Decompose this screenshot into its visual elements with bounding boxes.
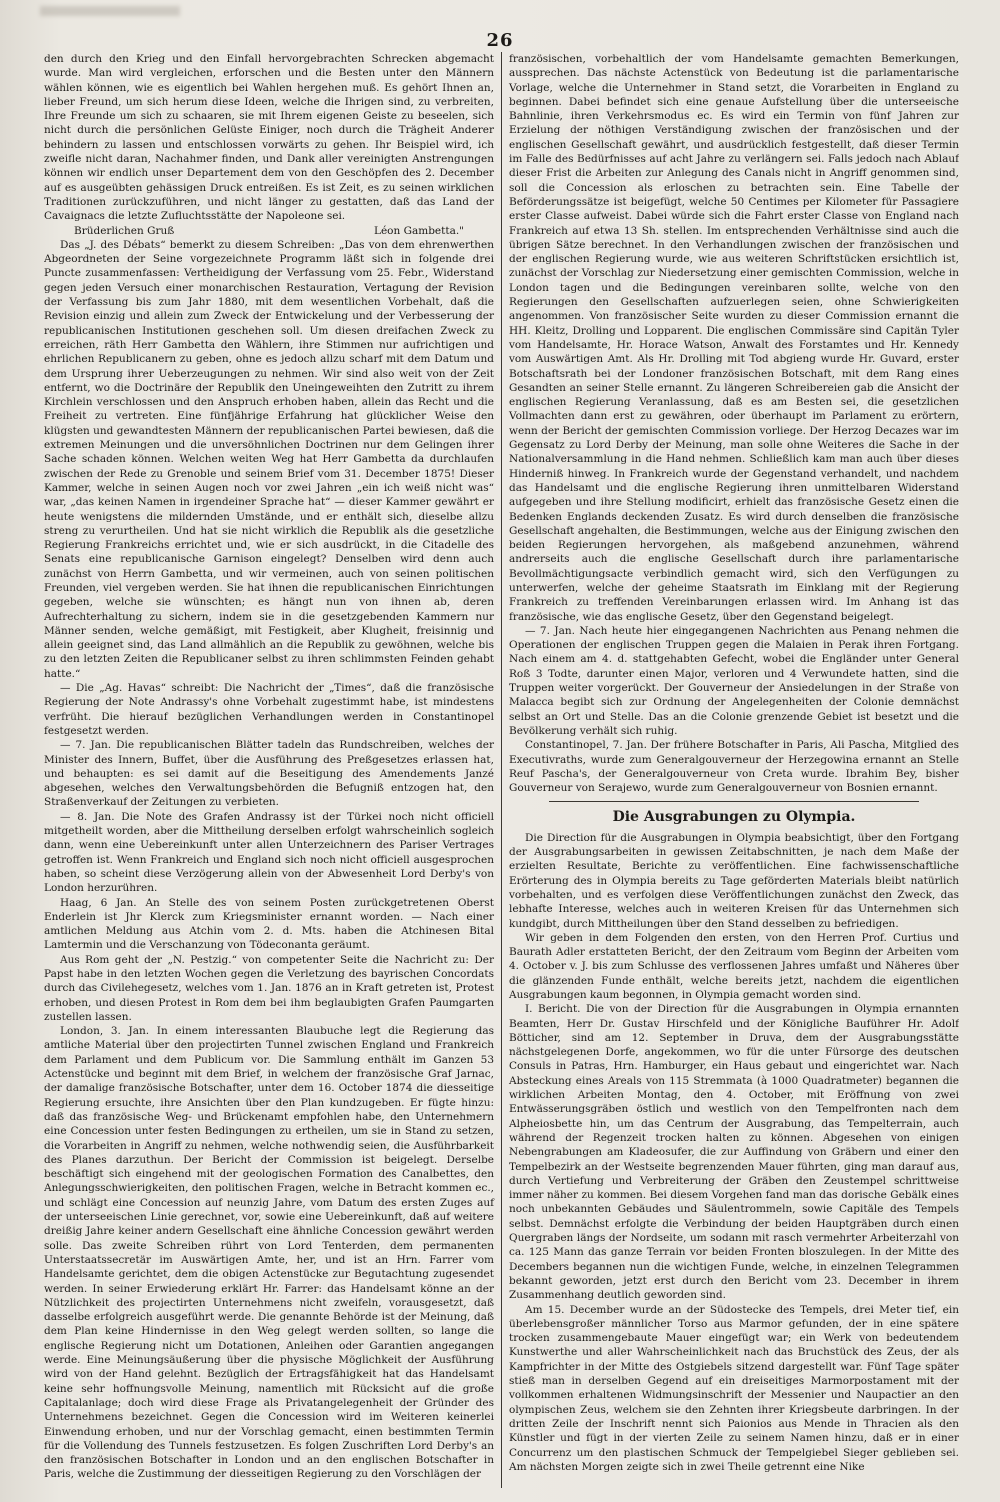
- letter-signoff: [44, 224, 494, 238]
- paragraph: I. Bericht. Die von der Direction für die Ausgrabungen in Olympia ernannten Beamten, Herr Dr. Gustav Hirschfeld und der Königliche Bauführer Hr. Adolf Bötticher, sind am 12. September in Druva, dem der Ausgrabungsstätte nächstgelegenen Dorfe, angekommen, wo für die unter Fürsorge des deutschen Consuls in Patras, Hrn. Hamburger, ein Haus gebaut und eingerichtet war. Nach Absteckung eines Areals von 115 Stremmata (à 1000 Quadratmeter) begannen die wirklichen Arbeiten Montag, den 4. October, mit Eröffnung von zwei Entwässerungsgräben östlich und westlich von den Tempelfronten nach dem Alpheiosbette hin, um das Centrum der Ausgrabung, das Tempelterrain, auch während der Regenzeit trocken halten zu können. Abgesehen von einigen Nebengrabungen am Kladeosufer, die zur Auffindung von Gräbern und einer den Tempelbezirk an der Westseite begrenzenden Mauer führten, ging man darauf aus, durch Vertiefung und Verbreiterung der Gräben den Zeustempel schrittweise immer näher zu kommen. Bei diesem Vorgehen fand man das dorische Gebälk eines noch unbekannten Gebäudes und Säulentrommeln, sowie Capitäle des Tempels selbst. Demnächst erfolgte die Verbindung der beiden Hauptgräben durch einen Quergraben längs der Nordseite, um sodann mit rasch vermehrter Arbeiterzahl von ca. 125 Mann das ganze Terrain vor beiden Fronten bloszulegen. In der Mitte des Decembers begannen nun die wichtigen Funde, welche, in einzelnen Telegrammen bekannt geworden, jetzt erst durch den Bericht vom 23. December in ihrem Zusammenhang deutlich geworden sind.: [509, 1003, 959, 1302]
- paragraph: — 8. Jan. Die Note des Grafen Andrassy ist der Türkei noch nicht officiell mitgetheilt worden, aber die Mittheilung derselben erfolgt wahrscheinlich sogleich dann, wenn eine Uebereinkunft unter allen Unterzeichnern des Pariser Vertrages getroffen ist. Wenn Frankreich und England sich noch nicht officiell ausgesprochen haben, so scheint diese Verzögerung allein von der Abwesenheit Lord Derby's von London herzurühren.: [44, 810, 494, 895]
- paragraph: London, 3. Jan. In einem interessanten Blaubuche legt die Regierung das amtliche Material über den projectirten Tunnel zwischen England und Frankreich dem Parlament und dem Publicum vor. Die Sammlung enthält im Ganzen 53 Actenstücke und beginnt mit dem Brief, in welchem der französische Graf Jarnac, der damalige französische Botschafter, unter dem 16. October 1874 die diesseitige Regierung ersuchte, ihre Ansichten über den Plan kundzugeben. Er fügte hinzu: daß das französische Weg- und Brückenamt empfohlen habe, den Unternehmern eine Concession unter festen Bedingungen zu ertheilen, um sie in Stand zu setzen, die Vorarbeiten in Angriff zu nehmen, welche nothwendig seien, die Ausführbarkeit des Planes darzuthun. Der Bericht der Commission ist beigelegt. Derselbe beschäftigt sich eingehend mit der geologischen Formation des Canalbettes, den Anlegungsschwierigkeiten, den politischen Fragen, welche in Betracht kommen ec., und schlägt eine Concession auf neunzig Jahre, vom Datum des ersten Zuges auf der unterseeischen Linie gerechnet, vor, sowie eine Uebereinkunft, daß auf weitere dreißig Jahre keiner andern Gesellschaft eine ähnliche Concession gewährt werden solle. Das zweite Schreiben rührt von Lord Tenterden, dem permanenten Unterstaatssecretär im Auswärtigen Amte, her, und ist an Hrn. Farrer vom Handelsamte gerichtet, dem die obigen Actenstücke zur Begutachtung zugesendet werden. In seiner Erwiederung erklärt Hr. Farrer: das Handelsamt könne an der Nützlichkeit des projectirten Unternehmens nicht zweifeln, vorausgesetzt, daß dasselbe erfolgreich ausgeführt werde. Die genannte Behörde ist der Meinung, daß dem Plan keine Hindernisse in den Weg gelegt werden sollten, so lange die englische Regierung nicht um Dotationen, Anleihen oder Garantien angegangen werde. Eine Meinungsäußerung über die physische Möglichkeit der Ausführung wird von der Hand gelehnt. Bezüglich der Ertragsfähigkeit hat das Handelsamt keine sehr hoffnungsvolle Meinung, namentlich mit Rücksicht auf die große Capitalanlage; doch wird diese Frage als Privatangelegenheit der Gründer des Unternehmens bezeichnet. Gegen die Concession wird im Weiteren keinerlei Einwendung erhoben, und nur der Vorschlag gemacht, einen bestimmten Termin für die Vollendung des Tunnels festzusetzen. Es folgen Zuschriften Lord Derby's an den französischen Botschafter in London und an den englischen Botschafter in Paris, welche die Zustimmung der diesseitigen Regierung zu den Vorschlägen der: [44, 1025, 494, 1481]
- paragraph: Am 15. December wurde an der Südostecke des Tempels, drei Meter tief, ein überlebensgroßer männlicher Torso aus Marmor gefunden, der in eine spätere trocken zusammengebaute Mauer eingefügt war; ein Werk von bedeutendem Kunstwerthe und aller Wahrscheinlichkeit nach das Bruchstück des Zeus, der als Kampfrichter in der Mitte des Ostgiebels sitzend dargestellt war. Fünf Tage später stieß man in derselben Gegend auf ein dreiseitiges Marmorpostament mit der vollkommen erhaltenen Widmungsinschrift der Messenier und Naupactier an den olympischen Zeus, welchem sie den Zehnten ihrer Kriegsbeute darbringen. In der dritten Zeile der Inschrift nennt sich Paionios aus Mende in Thracien als den Künstler und fügt in der vierten Zeile zu seinem Namen hinzu, daß er in einer Concurrenz um den plastischen Schmuck der Tempelgiebel Sieger geblieben sei. Am nächsten Morgen zeigte sich in zwei Theile getrennt eine Nike: [509, 1303, 959, 1473]
- letter-greeting: Brüderlichen Gruß: [74, 224, 175, 237]
- paragraph: Haag, 6 Jan. An Stelle des von seinem Posten zurückgetretenen Oberst Enderlein ist Jhr Klerck zum Kriegsminister ernannt worden. — Nach einer amtlichen Meldung aus Atchin vom 2. d. Mts. haben die Atchinesen Bital Lamtermin und die Verschanzung von Tödeconanta geräumt.: [44, 896, 494, 952]
- paragraph: Die Direction für die Ausgrabungen in Olympia beabsichtigt, über den Fortgang der Ausgrabungsarbeiten in gewissen Zeitabschnitten, je nach dem Maße der erzielten Resultate, Berichte zu veröffentlichen. Eine fachwissenschaftliche Erörterung des in Olympia bereits zu Tage geförderten Materials bleibt natürlich vorbehalten, und es verfolgen diese Veröffentlichungen zunächst den Zweck, das lebhafte Interesse, welches auch in weiteren Kreisen für das Unternehmen sich kundgibt, durch Mittheilungen über den Stand desselben zu befriedigen.: [509, 831, 959, 930]
- page-number: 26: [486, 30, 514, 51]
- paragraph: Wir geben in dem Folgenden den ersten, von den Herren Prof. Curtius und Baurath Adler erstatteten Bericht, der den Zeitraum vom Beginn der Arbeiten vom 4. October v. J. bis zum Schlusse des verflossenen Jahres umfaßt und Näheres über die glänzenden Funde enthält, welche bereits jetzt, nachdem die eigentlichen Ausgrabungen kaum begonnen, in Olympia gemacht worden sind.: [509, 931, 959, 1001]
- article-columns: [44, 52, 974, 1488]
- paragraph: — Die „Ag. Havas“ schreibt: Die Nachricht der „Times“, daß die französische Regierung der Note Andrassy's ohne Vorbehalt zugestimmt habe, ist mindestens verfrüht. Die hierauf bezüglichen Verhandlungen werden in Constantinopel festgesetzt werden.: [44, 682, 494, 737]
- section-heading: Die Ausgrabungen zu Olympia.: [612, 809, 856, 826]
- ink-smudge: [40, 6, 180, 16]
- letter-signature: Léon Gambetta.": [373, 224, 464, 237]
- left-column: [44, 52, 501, 1488]
- right-column: [502, 52, 959, 1488]
- paragraph: Constantinopel, 7. Jan. Der frühere Botschafter in Paris, Ali Pascha, Mitglied des Executivraths, wurde zum Generalgouverneur der Herzegowina ernannt an Stelle Reuf Pascha's, der Generalgouverneur von Creta wurde. Ibrahim Bey, bisher Gouverneur von Serajewo, wurde zum Generalgouverneur von Bosnien ernannt.: [509, 739, 959, 795]
- paragraph: — 7. Jan. Die republicanischen Blätter tadeln das Rundschreiben, welches der Minister des Innern, Buffet, über die Ausführung des Preßgesetzes erlassen hat, und behaupten: es sei damit auf die Beseitigung des Amendements Janzé abgesehen, welches den Verwaltungsbehörden die Befugniß entzogen hat, den Straßenverkauf der Zeitungen zu verbieten.: [44, 739, 494, 809]
- paragraph: — 7. Jan. Nach heute hier eingegangenen Nachrichten aus Penang nehmen die Operationen der englischen Truppen gegen die Malaien in Perak ihren Fortgang. Nach einem am 4. d. stattgehabten Gefecht, wobei die Engländer unter General Roß 3 Todte, darunter einen Major, verloren und 4 Verwundete hatten, sind die Truppen weiter vorgerückt. Der Gouverneur der Ansiedelungen in der Straße von Malacca begibt sich zur Ordnung der Angelegenheiten der Colonie demnächst selbst an Ort und Stelle. Das an die Colonie grenzende Gebiet ist besetzt und die Bevölkerung verhält sich ruhig.: [509, 624, 959, 737]
- paragraph: Aus Rom geht der „N. Pestzig.“ von competenter Seite die Nachricht zu: Der Papst habe in den letzten Wochen gegen die Verletzung des bayrischen Concordats durch das Civilehegesetz, welches vom 1. Jan. 1876 an in Kraft getreten ist, Protest erhoben, und diesen Protest in Rom dem bei ihm beglaubigten Grafen Paumgarten zustellen lassen.: [44, 953, 494, 1023]
- paragraph: den durch den Krieg und den Einfall hervorgebrachten Schrecken abgemacht wurde. Man wird vergleichen, erforschen und die Besten unter den Männern wählen können, wie es eigentlich bei Wahlen hergehen muß. Es gehört Ihnen an, lieber Freund, um sich herum diese Ideen, welche die Ihrigen sind, zu verbreiten, Ihre Freunde um sich zu schaaren, sie mit Ihrem eigenen Geiste zu beseelen, sich nicht durch die persönlichen Gelüste Einiger, noch durch die Trägheit Anderer behindern zu lassen und entschlossen vorwärts zu gehen. Ihr Beispiel wird, ich zweifle nicht daran, Nachahmer finden, und Dank aller vereinigten Anstrengungen können wir endlich unser Departement dem von den Geschöpfen des 2. December auf es ausgeübten gehässigen Druck entreißen. Es ist Zeit, es zu seinen wirklichen Traditionen zurückzuführen, und nicht länger zu gestatten, daß das Land der Cavaignacs die letzte Zufluchtsstätte der Napoleone sei.: [44, 53, 494, 223]
- section-divider: [549, 801, 919, 802]
- paragraph: französischen, vorbehaltlich der vom Handelsamte gemachten Bemerkungen, aussprechen. Das nächste Actenstück von Bedeutung ist die parlamentarische Vorlage, welche die Unternehmer in Stand setzt, die Vorarbeiten in England zu beginnen. Dabei befindet sich eine genaue Aufstellung über die unterseeische Bahnlinie, ihren Verkehrsmodus ec. Es wird ein Termin von fünf Jahren zur Erzielung der nöthigen Verständigung zwischen der französischen und der englischen Gesellschaft gewährt, und ausdrücklich festgestellt, daß dieser Termin im Falle des Bedürfnisses auf acht Jahre zu verlängern sei. Falls jedoch nach Ablauf dieser Frist die Arbeiten zur Anlegung des Canals nicht in Angriff genommen sind, soll die Concession als erloschen zu betrachten sein. Eine Tabelle der Beförderungssätze ist beigefügt, welche 50 Centimes per Kilometer für Passagiere erster Classe aufweist. Dabei würde sich die Fahrt erster Classe von England nach Frankreich auf etwa 13 Sh. stellen. Im entsprechenden Verhältnisse sind auch die übrigen Sätze berechnet. In den Verhandlungen zwischen der französischen und der englischen Regierung wurde, wie aus weiteren Schriftstücken ersichtlich ist, zunächst der Vorschlag zur Niedersetzung einer gemischten Commission, welche in London tagen und die Bedingungen vereinbaren sollte, welche von den Regierungen den Gesellschaften aufzuerlegen seien, ohne Schwierigkeiten angenommen. Von französischer Seite wurden zu dieser Commission ernannt die HH. Kleitz, Drolling und Lopparent. Die englischen Commissäre sind Capitän Tyler vom Handelsamte, Hr. Horace Watson, Anwalt des Forstamtes und Hr. Kennedy vom Auswärtigen Amt. Als Hr. Drolling mit Tod abgieng wurde Hr. Guvard, erster Botschaftsrath bei der Londoner französischen Botschaft, mit dem Rang eines Gesandten an seiner Stelle ernannt. Zu längeren Schreibereien gab die Ansicht der englischen Regierung Veranlassung, daß es am Besten sei, die gesetzlichen Vollmachten dann erst zu gewähren, oder überhaupt im Parlament zu erörtern, wenn der Bericht der gemischten Commission vorliege. Der Herzog Decazes war im Gegensatz zu Lord Derby der Meinung, man solle ohne Weiteres die Sache in der Nationalversammlung in die Hand nehmen. Schließlich kam man auch über dieses Hinderniß hinweg. In Frankreich wurde der Gegenstand verhandelt, und nachdem das Handelsamt und die englische Regierung ihren unmittelbaren Widerstand aufgegeben und ihre Stellung modificirt, erhielt das französische Gesetz einen die Bedenken Englands deckenden Zusatz. Es wird durch denselben die französische Gesellschaft angehalten, die Bestimmungen, welche aus der Einigung zwischen den beiden Regierungen hervorgehen, als maßgebend anzunehmen, während andrerseits auch die englische Gesellschaft durch ihre parlamentarische Bevollmächtigungsacte verbindlich gemacht wird, sich den Verfügungen zu unterwerfen, welche der geheime Staatsrath im Einklang mit der Regierung Frankreich zu treffenden Vereinbarungen erlassen wird. Im Anhang ist das französische, wie das englische Gesetz, über den Gegenstand beigelegt.: [509, 53, 959, 623]
- paragraph: Das „J. des Débats“ bemerkt zu diesem Schreiben: „Das von dem ehrenwerthen Abgeordneten der Seine vorgezeichnete Programm läßt sich in folgende drei Puncte zusammenfassen: Vertheidigung der Verfassung vom 25. Febr., Widerstand gegen jeden Versuch einer monarchischen Restauration, Vertagung der Revision der Verfassung bis zum Jahr 1880, mit dem wesentlichen Vorbehalt, daß die Revision einzig und allein zum Zweck der Entwickelung und der Verbesserung der republicanischen Institutionen geschehen soll. Um diesen dreifachen Zweck zu erreichen, räth Herr Gambetta den Wählern, ihre Stimmen nur aufrichtigen und ehrlichen Republicanern zu geben, ohne es jedoch allzu scharf mit dem Datum und dem Ursprung ihrer Ueberzeugungen zu nehmen. Wir sind also weit von der Zeit entfernt, wo die Doctrinäre der Republik den Uneingeweihten den Zutritt zu ihrem Kirchlein verschlossen und den Anspruch erhoben haben, allein das Recht und die Freiheit zu vertreten. Eine fünfjährige Erfahrung hat glücklicher Weise den klügsten und gewandtesten Männern der republicanischen Partei bewiesen, daß die extremen Meinungen und die unversöhnlichen Doctrinen nur dem Gelingen ihrer Sache schaden können. Welchen weiten Weg hat Herr Gambetta da durchlaufen zwischen der Rede zu Grenoble und seinem Brief vom 31. December 1875! Dieser Kammer, welche in seinen Augen noch vor zwei Jahren „ein ich weiß nicht was“ war, „das keinen Namen in irgendeiner Sprache hat“ — dieser Kammer gewährt er heute wenigstens die mildernden Umstände, und er enthält sich, dieselbe allzu streng zu verurtheilen. Und hat sie nicht wirklich die Republik als die gesetzliche Regierung Frankreichs errichtet und, wie er sich ausdrückt, in die Citadelle des Senats eine republicanische Garnison eingelegt? Denselben wird denn auch zunächst von Herrn Gambetta, und wir vermeinen, auch von seinen politischen Freunden, viel vergeben werden. Sie hat ihnen die republicanischen Einrichtungen gegeben, welche sie wünschten; es hängt nun von ihnen ab, deren Aufrechterhaltung zu sichern, indem sie in die gesetzgebenden Kammern nur Männer senden, welche gemäßigt, mit Festigkeit, aber Klugheit, freisinnig und allein geeignet sind, das Land allmählich an die Republik zu gewöhnen, welche bis zu den letzten Zeiten die Republicaner selbst zu ihren schlimmsten Feinden gehabt hatte.“: [44, 238, 494, 680]
